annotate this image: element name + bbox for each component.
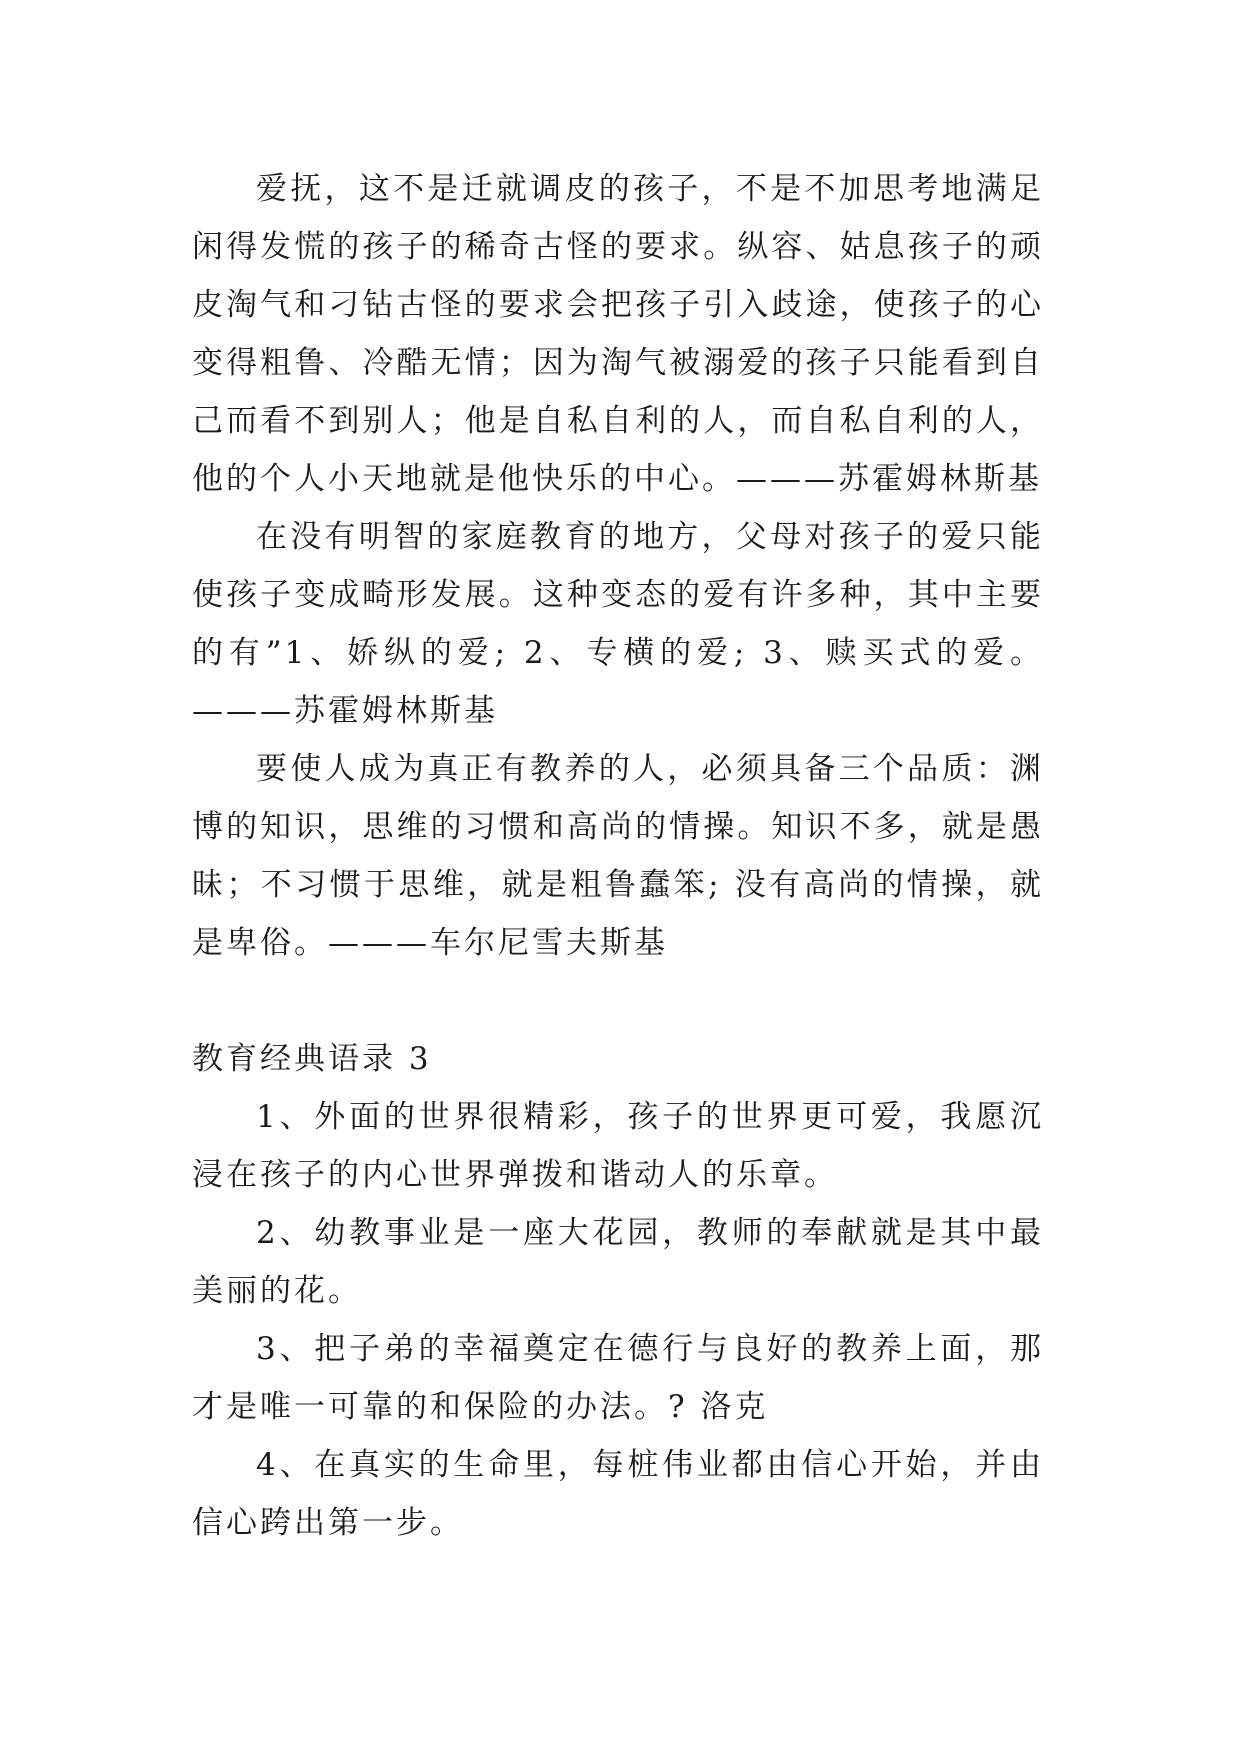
paragraph-sukhomlinsky-family-education: 在没有明智的家庭教育的地方，父母对孩子的爱只能使孩子变成畸形发展。这种变态的爱有许多种，其中主要的有”1、娇纵的爱; 2、专横的爱; 3、赎买式的爱。———苏霍姆林斯基 [192,519,1044,729]
quote-item-1: 1、外面的世界很精彩，孩子的世界更可爱，我愿沉浸在孩子的内心世界弹拨和谐动人的乐章。 [192,1099,1044,1193]
quote-item-2: 2、幼教事业是一座大花园，教师的奉献就是其中最美丽的花。 [192,1215,1044,1309]
section-spacer [192,972,1044,1030]
paragraph-sukhomlinsky-caress: 爱抚，这不是迁就调皮的孩子，不是不加思考地满足闲得发慌的孩子的稀奇古怪的要求。纵容、姑息孩子的顽皮淘气和刁钻古怪的要求会把孩子引入歧途，使孩子的心变得粗鲁、冷酷无情；因为淘气被溺爱的孩子只能看到自己而看不到别人；他是自私自利的人，而自私自利的人，他的个人小天地就是他快乐的中心。———苏霍姆林斯基 [192,171,1044,497]
section-heading: 教育经典语录 3 [192,1041,432,1077]
paragraph-chernyshevsky-qualities: 要使人成为真正有教养的人，必须具备三个品质：渊博的知识，思维的习惯和高尚的情操。知识不多，就是愚昧；不习惯于思维，就是粗鲁蠢笨; 没有高尚的情操，就是卑俗。———车尔尼雪夫斯基 [192,751,1044,961]
document-body [192,160,1044,1552]
quote-item-4: 4、在真实的生命里，每桩伟业都由信心开始，并由信心跨出第一步。 [192,1447,1044,1541]
quote-item-3: 3、把子弟的幸福奠定在德行与良好的教养上面，那才是唯一可靠的和保险的办法。? 洛克 [192,1331,1044,1425]
